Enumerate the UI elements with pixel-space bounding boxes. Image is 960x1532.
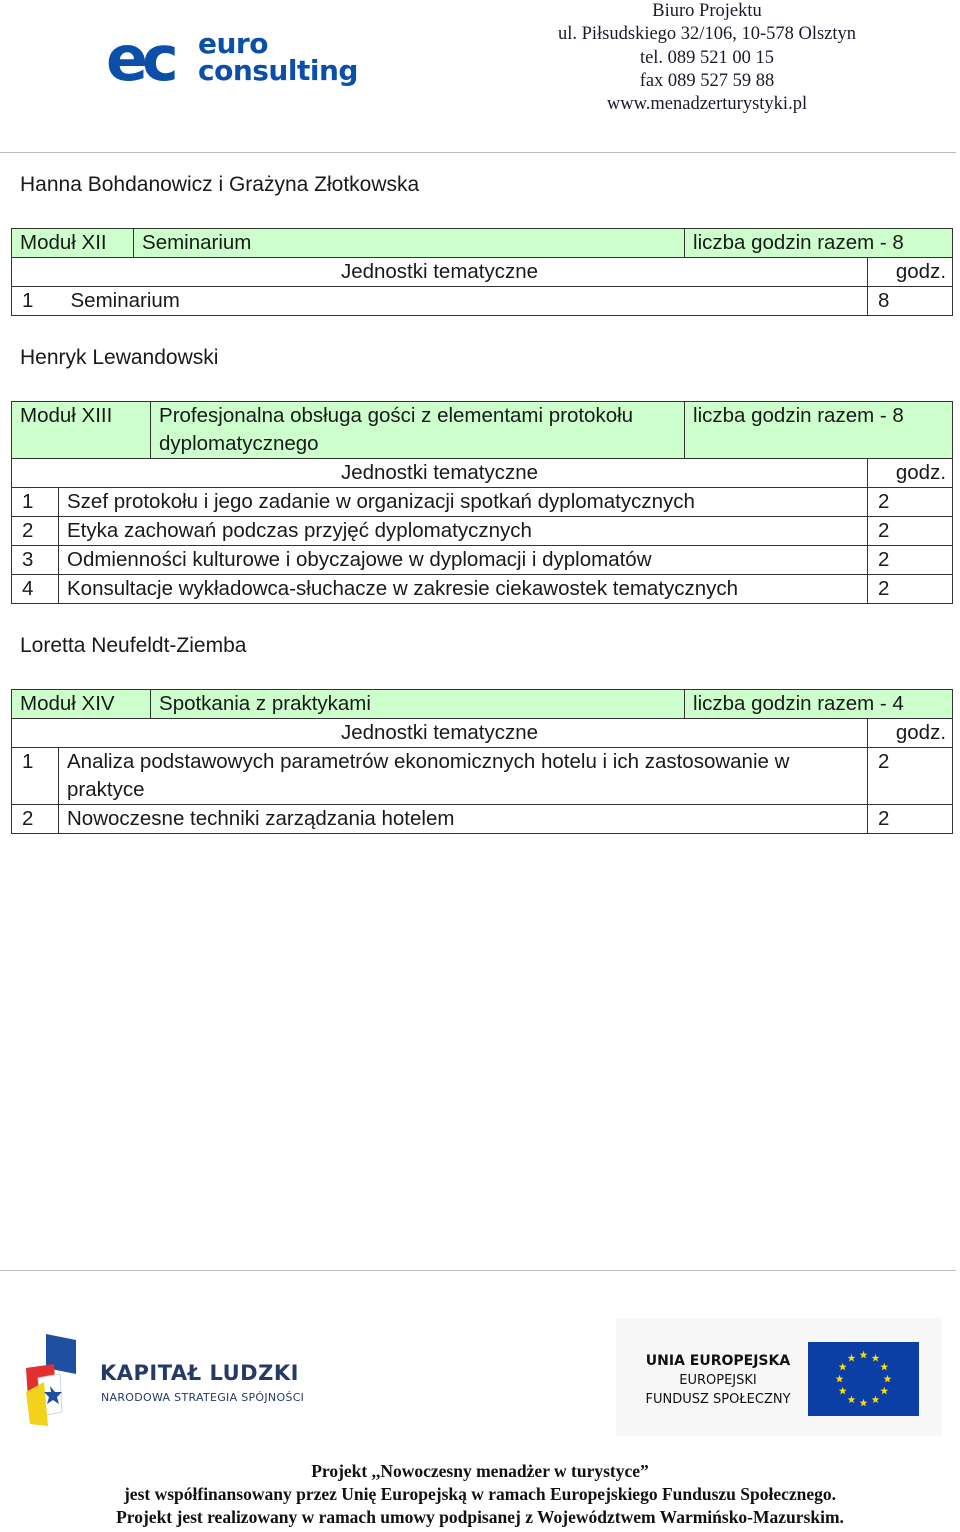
module-number: Moduł XIII — [12, 402, 151, 459]
eu-line-2: EUROPEJSKI — [679, 1373, 757, 1388]
module-title: Spotkania z praktykami — [151, 690, 685, 719]
col-topics-header: Jednostki tematyczne — [12, 258, 868, 287]
eu-fund-logo — [616, 1318, 942, 1436]
office-website: www.menadzerturystyki.pl — [606, 94, 808, 115]
table-row — [12, 575, 953, 604]
module-hours-total: liczba godzin razem - 4 — [685, 690, 953, 719]
office-street: ul. Piłsudskiego 32/106, 10-578 Olsztyn — [557, 24, 857, 45]
row-hours: 8 — [868, 287, 953, 316]
euro-consulting-logo — [106, 22, 376, 95]
module-number: Moduł XII — [12, 229, 134, 258]
row-hours: 2 — [868, 805, 953, 834]
row-topic: Nowoczesne techniki zarządzania hotelem — [59, 805, 868, 834]
table-row — [12, 488, 953, 517]
cofinancing-note: jest współfinansowany przez Unię Europejską w ramach Europejskiego Funduszu Społecznego. — [123, 1484, 837, 1504]
table-row — [12, 287, 953, 316]
col-hours-header: godz. — [868, 258, 953, 287]
row-hours: 2 — [868, 488, 953, 517]
row-hours: 2 — [868, 748, 953, 805]
col-topics-header: Jednostki tematyczne — [12, 459, 868, 488]
logo-ec-mark: ec — [106, 22, 173, 95]
section-author: Hanna Bohdanowicz i Grażyna Złotkowska — [20, 173, 420, 196]
table-row — [12, 517, 953, 546]
module-table — [11, 689, 953, 834]
row-number: 1 — [12, 748, 59, 805]
column-header-row — [12, 719, 953, 748]
col-hours-header: godz. — [868, 459, 953, 488]
row-number: 2 — [12, 805, 59, 834]
footer-divider — [0, 1270, 956, 1271]
module-header-row — [12, 690, 953, 719]
header-divider — [0, 152, 956, 153]
row-topic: Etyka zachowań podczas przyjęć dyplomatycznych — [59, 517, 868, 546]
row-topic: Konsultacje wykładowca-słuchacze w zakresie ciekawostek tematycznych — [59, 575, 868, 604]
row-hours: 2 — [868, 575, 953, 604]
logo-word-euro: euro — [198, 27, 268, 60]
row-number: 1 — [12, 488, 59, 517]
section-author: Loretta Neufeldt-Ziemba — [20, 634, 247, 657]
project-name: Projekt ,,Nowoczesny menadżer w turystyce” — [311, 1461, 649, 1481]
row-topic: Szef protokołu i jego zadanie w organizacji spotkań dyplomatycznych — [59, 488, 868, 517]
table-row — [12, 748, 953, 805]
kl-title: KAPITAŁ LUDZKI — [100, 1361, 299, 1385]
module-title: Profesjonalna obsługa gości z elementami protokołu dyplomatycznego — [151, 402, 685, 459]
row-number: 4 — [12, 575, 59, 604]
kapital-ludzki-mark-icon — [24, 1334, 78, 1426]
row-topic: Analiza podstawowych parametrów ekonomicznych hotelu i ich zastosowanie w praktyce — [59, 748, 868, 805]
logo-word-consulting: consulting — [198, 54, 358, 87]
eu-line-1: UNIA EUROPEJSKA — [645, 1353, 791, 1369]
module-hours-total: liczba godzin razem - 8 — [685, 402, 953, 459]
module-header-row — [12, 229, 953, 258]
row-number: 2 — [12, 517, 59, 546]
row-topic: Odmienności kulturowe i obyczajowe w dyplomacji i dyplomatów — [59, 546, 868, 575]
module-header-row — [12, 402, 953, 459]
module-table — [11, 401, 953, 604]
row-hours: 2 — [868, 546, 953, 575]
module-number: Moduł XIV — [12, 690, 151, 719]
module-hours-total: liczba godzin razem - 8 — [685, 229, 953, 258]
project-footer — [0, 1460, 960, 1529]
table-row — [12, 546, 953, 575]
eu-line-3: FUNDUSZ SPOŁECZNY — [645, 1392, 791, 1407]
column-header-row — [12, 459, 953, 488]
logo-wordmark — [198, 27, 358, 87]
row-hours: 2 — [868, 517, 953, 546]
office-address-block — [540, 0, 874, 116]
table-row — [12, 805, 953, 834]
col-topics-header: Jednostki tematyczne — [12, 719, 868, 748]
column-header-row — [12, 258, 953, 287]
kl-subtitle: NARODOWA STRATEGIA SPÓJNOŚCI — [101, 1391, 305, 1404]
row-number: 3 — [12, 546, 59, 575]
eu-fund-text — [638, 1352, 798, 1409]
kapital-ludzki-logo — [24, 1334, 314, 1426]
office-fax: fax 089 527 59 88 — [639, 70, 775, 91]
section-author: Henryk Lewandowski — [20, 346, 219, 369]
module-title: Seminarium — [134, 229, 685, 258]
office-phone: tel. 089 521 00 15 — [639, 47, 775, 68]
col-hours-header: godz. — [868, 719, 953, 748]
office-name: Biuro Projektu — [652, 1, 762, 21]
module-table — [11, 228, 953, 316]
row-topic: Seminarium — [59, 287, 868, 316]
row-number: 1 — [12, 287, 59, 316]
eu-flag-icon — [808, 1342, 919, 1416]
contract-note: Projekt jest realizowany w ramach umowy podpisanej z Województwem Warmińsko-Mazurskim. — [116, 1507, 844, 1527]
